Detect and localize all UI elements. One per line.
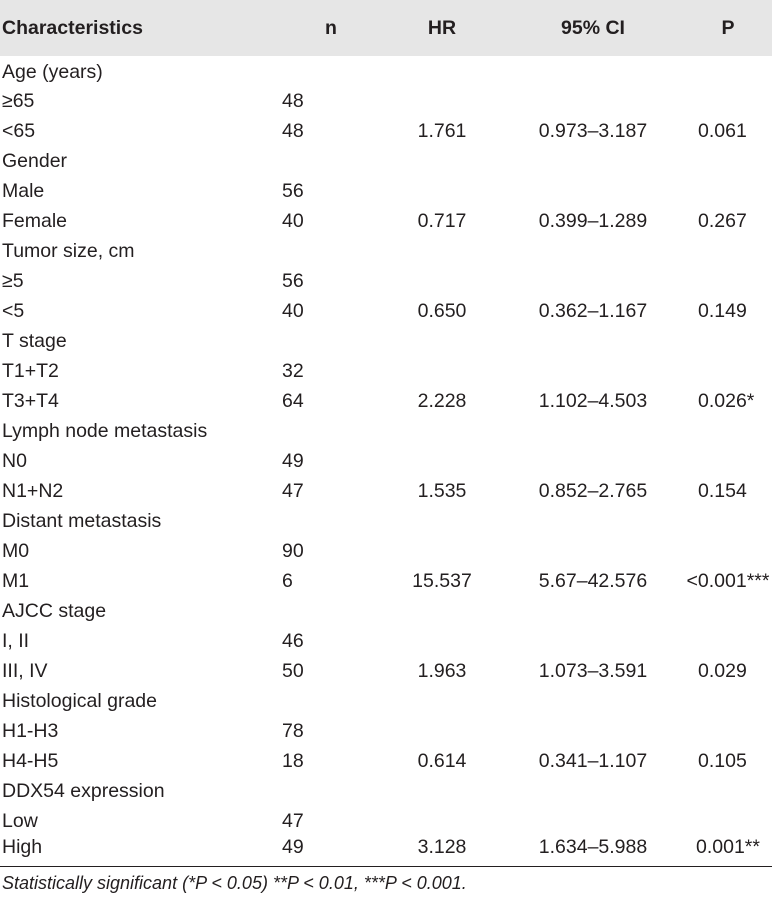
table-row — [0, 266, 772, 296]
cell-hr: 2.228 — [417, 389, 467, 412]
cell-n: 40 — [282, 299, 304, 322]
cell-hr — [382, 176, 502, 206]
cell-ci: 1.102–4.503 — [538, 389, 648, 412]
cell-ci — [502, 146, 684, 176]
cell-ci — [502, 56, 684, 86]
table-row — [0, 446, 772, 476]
cell-hr: 1.761 — [417, 119, 467, 142]
p-value: 0.154 — [698, 479, 747, 502]
cell-ci — [502, 806, 684, 836]
cell-characteristic: Tumor size, cm — [2, 239, 135, 262]
cell-n: 50 — [282, 659, 304, 682]
cell-characteristic: M0 — [2, 539, 30, 562]
cell-n — [280, 596, 382, 626]
cell-n: 47 — [282, 809, 304, 832]
cell-hr — [382, 146, 502, 176]
cell-characteristic: Low — [2, 809, 38, 832]
cell-hr: 15.537 — [412, 569, 472, 592]
table-row — [0, 386, 772, 416]
cell-p — [684, 746, 772, 776]
cell-p — [684, 686, 772, 716]
cell-n — [280, 56, 382, 86]
cell-n: 90 — [282, 539, 304, 562]
cell-ci — [502, 446, 684, 476]
cell-n: 56 — [282, 179, 304, 202]
cell-ci: 0.341–1.107 — [538, 749, 648, 772]
cell-ci — [502, 176, 684, 206]
cell-hr: 0.717 — [417, 209, 467, 232]
cell-n — [280, 416, 382, 446]
cell-n: 49 — [282, 449, 304, 472]
cell-hr — [382, 446, 502, 476]
cell-n: 64 — [282, 389, 304, 412]
cell-ci — [502, 776, 684, 806]
cell-p — [684, 506, 772, 536]
cell-n: 48 — [282, 119, 304, 142]
table-row — [0, 206, 772, 236]
cell-characteristic: AJCC stage — [2, 599, 107, 622]
table-body — [0, 56, 772, 866]
cell-n: 78 — [282, 719, 304, 742]
cell-n: 40 — [282, 209, 304, 232]
cell-p — [684, 476, 772, 506]
p-value: 0.029 — [698, 659, 747, 682]
header-n: n — [325, 16, 337, 39]
cell-n — [280, 236, 382, 266]
cell-hr: 0.650 — [417, 299, 467, 322]
header-row — [0, 0, 772, 56]
cell-n — [280, 686, 382, 716]
table-row — [0, 506, 772, 536]
cell-p — [684, 296, 772, 326]
cell-hr: 1.963 — [417, 659, 467, 682]
footnote: Statistically significant (*P < 0.05) **P < 0.01, ***P < 0.001. — [2, 873, 467, 893]
cell-ci: 1.073–3.591 — [538, 659, 648, 682]
cell-ci: 0.973–3.187 — [538, 119, 648, 142]
table-row — [0, 356, 772, 386]
cell-characteristic: T1+T2 — [2, 359, 59, 382]
cell-characteristic: Histological grade — [2, 689, 158, 712]
table-row — [0, 476, 772, 506]
cell-p — [684, 836, 772, 866]
cell-characteristic: T stage — [2, 329, 67, 352]
cell-p — [684, 236, 772, 266]
cell-p — [684, 86, 772, 116]
cell-characteristic: N1+N2 — [2, 479, 64, 502]
cell-hr — [382, 356, 502, 386]
table-row — [0, 566, 772, 596]
cell-hr — [382, 326, 502, 356]
cell-ci — [502, 686, 684, 716]
table-row — [0, 836, 772, 866]
table-row — [0, 686, 772, 716]
cell-ci — [502, 236, 684, 266]
table-row — [0, 56, 772, 86]
cell-p — [684, 716, 772, 746]
cell-hr — [382, 686, 502, 716]
cell-characteristic: III, IV — [2, 659, 48, 682]
cell-ci: 0.399–1.289 — [538, 209, 648, 232]
cell-hr — [382, 416, 502, 446]
cell-ci: 0.852–2.765 — [538, 479, 648, 502]
p-value: 0.001** — [696, 836, 760, 859]
cell-p — [684, 176, 772, 206]
table-row — [0, 176, 772, 206]
table-row — [0, 416, 772, 446]
cell-characteristic: Male — [2, 179, 45, 202]
p-value: 0.267 — [698, 209, 747, 232]
cell-n: 47 — [282, 479, 304, 502]
cell-n: 46 — [282, 629, 304, 652]
cell-hr — [382, 776, 502, 806]
cell-characteristic: I, II — [2, 629, 30, 652]
cell-n: 32 — [282, 359, 304, 382]
cell-hr — [382, 86, 502, 116]
cell-ci — [502, 596, 684, 626]
p-value: 0.061 — [698, 119, 747, 142]
cell-characteristic: DDX54 expression — [2, 779, 165, 802]
cell-p — [684, 326, 772, 356]
cell-hr — [382, 626, 502, 656]
cell-p — [684, 656, 772, 686]
cell-characteristic: H4-H5 — [2, 749, 59, 772]
cell-p — [684, 56, 772, 86]
header-p: P — [721, 16, 735, 39]
cell-ci: 5.67–42.576 — [538, 569, 648, 592]
cell-characteristic: Lymph node metastasis — [2, 419, 208, 442]
cell-ci: 0.362–1.167 — [538, 299, 648, 322]
table-row — [0, 146, 772, 176]
cell-hr — [382, 266, 502, 296]
cell-ci: 1.634–5.988 — [502, 836, 684, 866]
cell-ci — [502, 356, 684, 386]
table-row — [0, 236, 772, 266]
cell-characteristic: High — [0, 836, 280, 866]
cell-ci — [502, 536, 684, 566]
cell-hr — [382, 536, 502, 566]
cell-characteristic: ≥65 — [2, 89, 35, 112]
table-row — [0, 86, 772, 116]
p-value: 0.105 — [698, 749, 747, 772]
p-value: 0.149 — [698, 299, 747, 322]
cell-p — [684, 386, 772, 416]
cell-characteristic: Distant metastasis — [2, 509, 162, 532]
cell-n: 49 — [280, 836, 382, 866]
cell-n: 56 — [282, 269, 304, 292]
cell-n — [280, 146, 382, 176]
cell-p — [684, 116, 772, 146]
cell-hr — [382, 236, 502, 266]
table-row — [0, 806, 772, 836]
cell-p — [684, 416, 772, 446]
table-row — [0, 596, 772, 626]
cell-p — [684, 776, 772, 806]
cell-n — [280, 506, 382, 536]
cell-n — [280, 326, 382, 356]
table-row — [0, 326, 772, 356]
table-row — [0, 536, 772, 566]
table-row — [0, 776, 772, 806]
table-row — [0, 716, 772, 746]
cell-ci — [502, 506, 684, 536]
cell-characteristic: M1 — [2, 569, 30, 592]
cell-characteristic: Gender — [2, 149, 68, 172]
header-ci: 95% CI — [561, 16, 625, 39]
cell-hr — [382, 806, 502, 836]
cell-hr — [382, 56, 502, 86]
cell-hr: 1.535 — [417, 479, 467, 502]
cell-p — [684, 536, 772, 566]
cell-p — [684, 626, 772, 656]
cell-characteristic: Female — [2, 209, 68, 232]
cell-ci — [502, 416, 684, 446]
header-characteristics: Characteristics — [2, 16, 143, 39]
cell-ci — [502, 326, 684, 356]
cell-n: 18 — [282, 749, 304, 772]
p-value: <0.001*** — [686, 569, 770, 592]
cell-p — [684, 146, 772, 176]
table-row — [0, 296, 772, 326]
cell-ci — [502, 86, 684, 116]
cell-hr — [382, 506, 502, 536]
cell-hr: 0.614 — [417, 749, 467, 772]
table-row — [0, 746, 772, 776]
cell-n: 48 — [282, 89, 304, 112]
cell-n: 6 — [282, 569, 293, 592]
cell-p — [684, 206, 772, 236]
cell-characteristic: N0 — [2, 449, 27, 472]
cell-n — [280, 776, 382, 806]
cell-p — [684, 266, 772, 296]
cell-ci — [502, 266, 684, 296]
cell-p — [684, 566, 772, 596]
cell-hr: 3.128 — [382, 836, 502, 866]
cell-characteristic: T3+T4 — [2, 389, 59, 412]
cell-characteristic: H1-H3 — [2, 719, 59, 742]
cell-characteristic: ≥5 — [2, 269, 24, 292]
table-row — [0, 116, 772, 146]
cell-characteristic: <5 — [2, 299, 25, 322]
cell-characteristic: Age (years) — [2, 60, 103, 83]
cell-hr — [382, 596, 502, 626]
cell-p — [684, 806, 772, 836]
cell-p — [684, 596, 772, 626]
cell-ci — [502, 716, 684, 746]
cell-ci — [502, 626, 684, 656]
p-value: 0.026* — [698, 389, 755, 412]
cell-p — [684, 356, 772, 386]
cell-hr — [382, 716, 502, 746]
cell-p — [684, 446, 772, 476]
table-row — [0, 656, 772, 686]
header-hr: HR — [427, 16, 457, 39]
cell-characteristic: <65 — [2, 119, 36, 142]
table-row — [0, 626, 772, 656]
